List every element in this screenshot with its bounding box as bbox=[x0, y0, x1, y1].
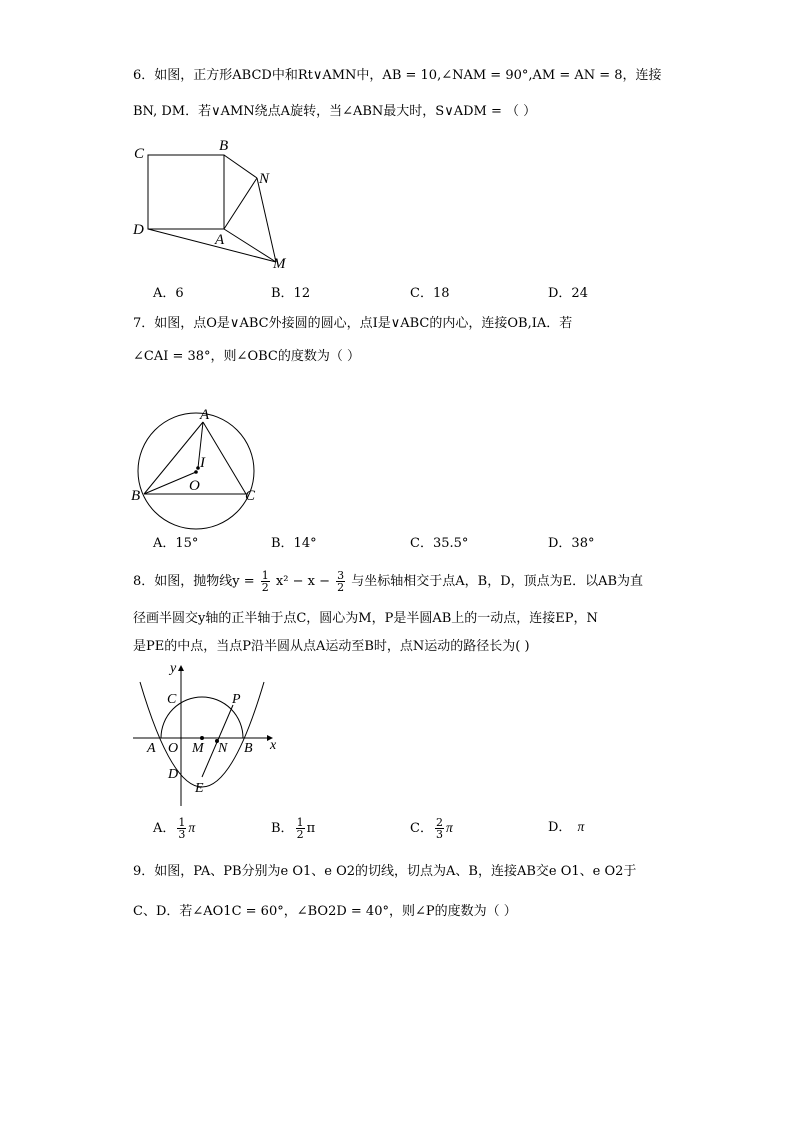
q7-option-d[interactable]: D．38° bbox=[548, 536, 595, 551]
q7-line1: 7．如图，点O是∨ABC外接圆的圆心，点I是∨ABC的内心，连接OB,IA．若 bbox=[133, 316, 573, 331]
label-b: B bbox=[244, 741, 253, 756]
q6-option-c[interactable]: C．18 bbox=[410, 286, 450, 301]
q7-option-a[interactable]: A．15° bbox=[153, 536, 199, 551]
label-n: N bbox=[218, 741, 228, 756]
point-o bbox=[194, 470, 198, 474]
label-m: M bbox=[273, 256, 286, 272]
label-y: y bbox=[170, 661, 177, 676]
q8-line3: 是PE的中点，当点P沿半圆从点A运动至B时，点N运动的路径长为( ) bbox=[133, 639, 530, 654]
label-e: E bbox=[195, 781, 204, 796]
q8-option-a[interactable]: A． $\frac{1}{3}$ π bbox=[153, 816, 196, 841]
label-d: D bbox=[133, 222, 144, 238]
label-a: A bbox=[200, 407, 210, 423]
seg-an bbox=[224, 178, 257, 229]
label-p: P bbox=[232, 692, 241, 707]
label-i: I bbox=[200, 455, 205, 471]
q8-line1-b: x² − x − bbox=[275, 574, 330, 589]
label-b: B bbox=[131, 488, 141, 504]
q7-option-b[interactable]: B．14° bbox=[271, 536, 317, 551]
label-a: A bbox=[215, 232, 225, 248]
label-n: N bbox=[259, 171, 270, 187]
seg-dm bbox=[148, 229, 276, 262]
label-m: M bbox=[192, 741, 204, 756]
label-c: C bbox=[167, 692, 177, 707]
q6-option-a[interactable]: A．6 bbox=[153, 286, 184, 301]
q7-option-c[interactable]: C．35.5° bbox=[410, 536, 469, 551]
square-abcd bbox=[148, 155, 224, 229]
q6-option-d[interactable]: D．24 bbox=[548, 286, 588, 301]
label-a: A bbox=[147, 741, 156, 756]
q8-line1 bbox=[133, 570, 643, 593]
q6-figure bbox=[130, 138, 300, 278]
seg-bn bbox=[224, 155, 257, 178]
label-o: O bbox=[189, 478, 200, 494]
q8-option-c[interactable]: C． $\frac{2}{3}$ π bbox=[410, 816, 453, 841]
label-d: D bbox=[168, 767, 179, 782]
q8-option-d[interactable]: D． π bbox=[548, 819, 585, 835]
q8-line2: 径画半圆交y轴的正半轴于点C，圆心为M，P是半圆AB上的一动点，连接EP，N bbox=[133, 611, 598, 626]
q9-line2: C、D．若∠AO1C = 60°，∠BO2D = 40°，则∠P的度数为（ ） bbox=[133, 904, 517, 919]
label-c: C bbox=[134, 146, 145, 162]
q8-frac2: $\frac{3}{2}$ bbox=[337, 569, 345, 594]
q8-line1-c: 与坐标轴相交于点A，B，D，顶点为E．以AB为直 bbox=[351, 574, 644, 589]
q7-figure bbox=[130, 402, 270, 532]
seg-am bbox=[224, 229, 276, 262]
point-m bbox=[200, 736, 204, 740]
q8-option-b[interactable]: B． $\frac{1}{2}$ π bbox=[271, 816, 316, 841]
q6-line1: 6．如图，正方形ABCD中和Rt∨AMN中，AB = 10,∠NAM = 90°,AM = AN = 8，连接 bbox=[133, 68, 662, 83]
q9-line1: 9．如图，PA、PB分别为e O1、e O2的切线，切点为A、B，连接AB交e O1、e O2于 bbox=[133, 864, 637, 879]
q8-frac1: $\frac{1}{2}$ bbox=[261, 569, 269, 594]
q8-figure bbox=[130, 660, 290, 810]
label-o: O bbox=[168, 741, 179, 756]
label-x: x bbox=[270, 738, 277, 753]
q8-line1-a: 8．如图，抛物线y = bbox=[133, 574, 255, 589]
label-c: C bbox=[245, 488, 256, 504]
q7-line2: ∠CAI = 38°，则∠OBC的度数为（ ） bbox=[133, 349, 360, 364]
label-b: B bbox=[219, 138, 229, 154]
seg-nm bbox=[257, 178, 276, 262]
q6-line2: BN, DM．若∨AMN绕点A旋转，当∠ABN最大时，S∨ADM = （ ） bbox=[133, 104, 537, 119]
parabola bbox=[140, 682, 264, 787]
q6-option-b[interactable]: B．12 bbox=[271, 286, 311, 301]
